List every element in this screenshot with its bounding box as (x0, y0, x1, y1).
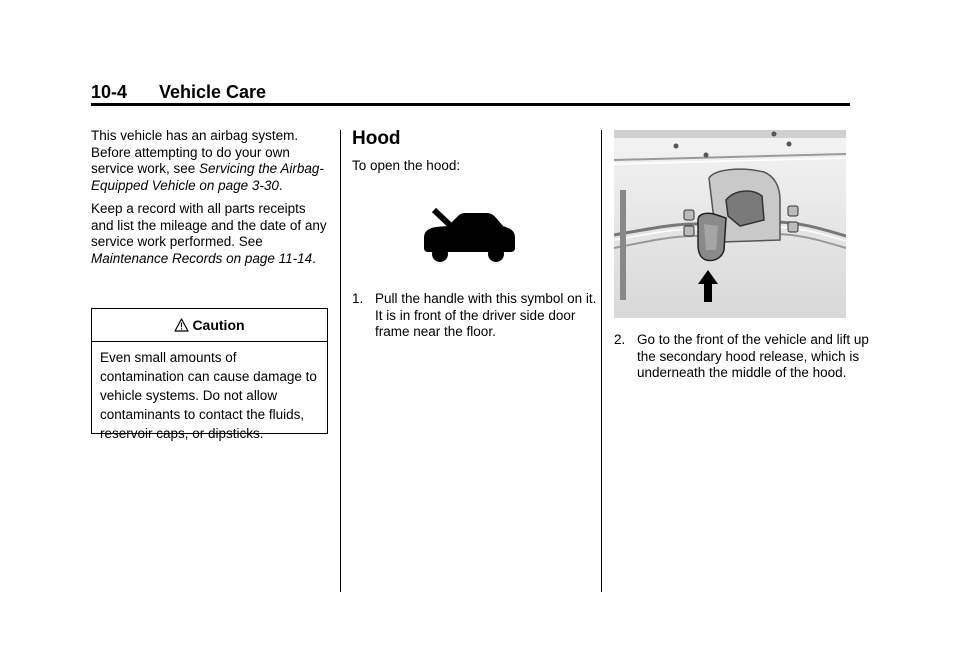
maintenance-records-link[interactable]: Maintenance Records on page 11-14 (91, 250, 313, 266)
airbag-reference-link[interactable]: Servicing the Airbag-Equipped Vehicle on page 3-30 (91, 161, 324, 193)
column-divider-1 (340, 130, 341, 592)
column-divider-2 (601, 130, 602, 592)
left-column (91, 128, 331, 274)
step-1-number: 1. (352, 291, 364, 306)
secondary-hood-latch-illustration (614, 130, 846, 318)
step-1-text: Pull the handle with this symbol on it. It is in front of the driver side door frame near the floor. (375, 291, 597, 339)
latch-illustration-graphic (614, 130, 846, 318)
header-rule (91, 103, 850, 106)
caution-text: Even small amounts of contamination can cause damage to vehicle systems. Do not allow contaminants to contact the fluids, reservoir caps, or dipsticks. (100, 350, 317, 441)
records-paragraph: Keep a record with all parts receipts and list the mileage and the date of any service work performed. See Maintenance Records on page 11-14. (91, 201, 327, 266)
caution-title: Caution (192, 317, 245, 333)
warning-triangle-icon (174, 318, 189, 332)
section-title: Vehicle Care (159, 82, 267, 102)
step-2-text: Go to the front of the vehicle and lift up the secondary hood release, which is underneath the middle of the hood. (637, 332, 869, 380)
hood-intro: To open the hood: (352, 158, 461, 173)
hood-heading: Hood (352, 128, 401, 149)
page-header (91, 82, 850, 102)
airbag-paragraph: This vehicle has an airbag system. Before attempting to do your own service work, see Servicing the Airbag-Equipped Vehicle on page 3-30. (91, 128, 324, 193)
page-number: 10-4 (91, 82, 128, 102)
step-2 (614, 332, 875, 382)
caution-header (92, 309, 327, 342)
step-2-number: 2. (614, 332, 626, 347)
caution-box (91, 308, 328, 441)
hood-release-symbol-icon (420, 204, 518, 266)
step-1 (352, 291, 607, 341)
